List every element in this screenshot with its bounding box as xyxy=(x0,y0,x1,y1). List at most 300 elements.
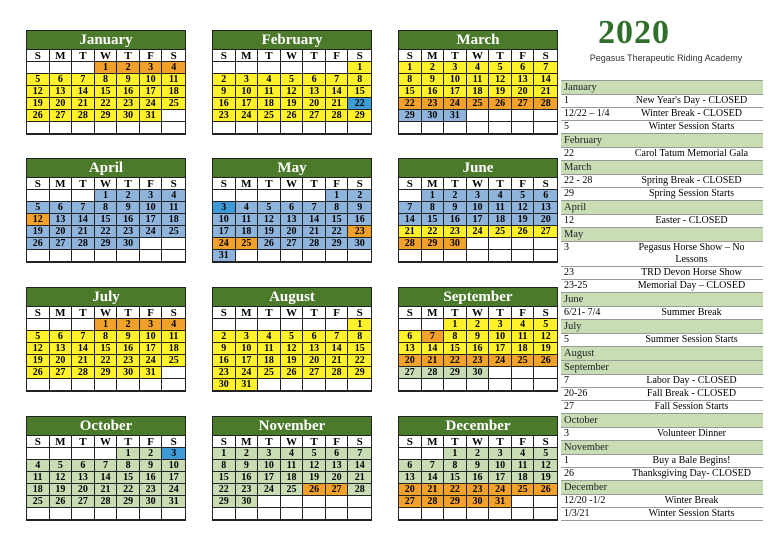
empty-cell xyxy=(95,250,118,262)
day-cell: 14 xyxy=(72,86,95,98)
empty-cell xyxy=(489,238,512,250)
event-name: Volunteer Dinner xyxy=(657,428,726,439)
event-row xyxy=(561,307,763,320)
day-cell: 4 xyxy=(236,202,259,214)
empty-cell xyxy=(534,110,557,122)
day-cell: 6 xyxy=(534,190,557,202)
day-cell: 24 xyxy=(162,484,185,496)
event-date: 1/3/21 xyxy=(564,508,590,519)
empty-cell xyxy=(326,250,349,262)
day-cell: 17 xyxy=(489,343,512,355)
day-cell: 5 xyxy=(512,190,535,202)
empty-cell xyxy=(236,62,259,74)
event-date: 1 xyxy=(564,95,569,106)
weekday-header: S xyxy=(213,436,236,448)
empty-cell xyxy=(534,379,557,391)
day-cell: 12 xyxy=(489,74,512,86)
event-name: New Year's Day - CLOSED xyxy=(635,95,748,106)
weekday-header: T xyxy=(303,50,326,62)
day-cell: 25 xyxy=(162,226,185,238)
empty-cell xyxy=(258,319,281,331)
event-row xyxy=(561,267,763,280)
empty-cell xyxy=(399,190,422,202)
day-cell: 16 xyxy=(348,214,371,226)
day-cell: 14 xyxy=(72,214,95,226)
empty-cell xyxy=(489,367,512,379)
day-cell: 8 xyxy=(348,74,371,86)
event-date: 3 xyxy=(564,242,569,253)
day-cell: 28 xyxy=(348,484,371,496)
event-month-header: November xyxy=(561,441,763,455)
weekday-header: T xyxy=(117,50,140,62)
empty-cell xyxy=(348,379,371,391)
day-cell: 21 xyxy=(422,355,445,367)
day-cell: 2 xyxy=(117,319,140,331)
day-cell: 15 xyxy=(444,343,467,355)
day-cell: 29 xyxy=(95,238,118,250)
day-cell: 18 xyxy=(27,484,50,496)
event-date: 12 xyxy=(564,215,574,226)
day-cell: 10 xyxy=(140,331,163,343)
event-name: Fall Break - CLOSED xyxy=(646,388,737,399)
day-cell: 17 xyxy=(236,355,259,367)
empty-cell xyxy=(444,122,467,134)
event-name: Winter Break - CLOSED xyxy=(641,108,742,119)
empty-cell xyxy=(162,110,185,122)
day-cell: 14 xyxy=(534,74,557,86)
day-cell: 25 xyxy=(258,367,281,379)
day-cell: 16 xyxy=(213,98,236,110)
day-cell: 28 xyxy=(422,367,445,379)
empty-cell xyxy=(236,508,259,520)
day-cell: 27 xyxy=(326,484,349,496)
empty-cell xyxy=(512,238,535,250)
empty-cell xyxy=(444,250,467,262)
event-date: 23 xyxy=(564,267,574,278)
empty-cell xyxy=(72,508,95,520)
empty-cell xyxy=(27,448,50,460)
empty-cell xyxy=(27,122,50,134)
day-cell: 5 xyxy=(50,460,73,472)
empty-cell xyxy=(140,122,163,134)
empty-cell xyxy=(303,379,326,391)
empty-cell xyxy=(348,496,371,508)
month-august xyxy=(212,287,372,392)
weekday-header: T xyxy=(117,178,140,190)
day-cell: 5 xyxy=(534,448,557,460)
day-cell: 5 xyxy=(27,202,50,214)
weekday-header: S xyxy=(162,50,185,62)
day-cell: 18 xyxy=(162,214,185,226)
day-cell: 20 xyxy=(512,86,535,98)
event-name: Memorial Day – CLOSED xyxy=(637,280,746,291)
day-cell: 29 xyxy=(95,367,118,379)
weekday-header: F xyxy=(326,307,349,319)
day-cell: 29 xyxy=(444,496,467,508)
day-cell: 3 xyxy=(140,62,163,74)
day-cell: 6 xyxy=(512,62,535,74)
day-cell: 8 xyxy=(213,460,236,472)
event-month-header: March xyxy=(561,161,763,175)
day-cell: 26 xyxy=(281,110,304,122)
weekday-header: T xyxy=(303,307,326,319)
day-cell: 3 xyxy=(140,190,163,202)
day-cell: 16 xyxy=(467,472,490,484)
empty-cell xyxy=(303,496,326,508)
day-cell: 8 xyxy=(95,202,118,214)
weekday-header: S xyxy=(534,436,557,448)
day-cell: 31 xyxy=(140,110,163,122)
event-row xyxy=(561,455,763,468)
day-cell: 31 xyxy=(213,250,236,262)
day-cell: 13 xyxy=(326,460,349,472)
day-cell: 25 xyxy=(512,484,535,496)
day-cell: 31 xyxy=(140,367,163,379)
event-name: Winter Session Starts xyxy=(648,121,735,132)
empty-cell xyxy=(95,508,118,520)
day-cell: 2 xyxy=(117,62,140,74)
day-cell: 1 xyxy=(95,319,118,331)
day-cell: 13 xyxy=(534,202,557,214)
day-cell: 29 xyxy=(95,110,118,122)
day-cell: 11 xyxy=(258,86,281,98)
day-cell: 15 xyxy=(95,214,118,226)
day-cell: 17 xyxy=(489,472,512,484)
empty-cell xyxy=(399,379,422,391)
empty-cell xyxy=(422,508,445,520)
empty-cell xyxy=(467,250,490,262)
empty-cell xyxy=(95,379,118,391)
day-cell: 27 xyxy=(512,98,535,110)
day-cell: 6 xyxy=(399,460,422,472)
empty-cell xyxy=(534,122,557,134)
day-cell: 4 xyxy=(512,448,535,460)
day-cell: 19 xyxy=(50,484,73,496)
weekday-header: F xyxy=(140,178,163,190)
day-cell: 9 xyxy=(213,343,236,355)
weekday-header: S xyxy=(348,436,371,448)
day-cell: 4 xyxy=(467,62,490,74)
event-month-header: August xyxy=(561,347,763,361)
day-cell: 18 xyxy=(281,472,304,484)
weekday-header: M xyxy=(422,307,445,319)
day-cell: 17 xyxy=(140,343,163,355)
day-cell: 13 xyxy=(303,86,326,98)
day-cell: 26 xyxy=(489,98,512,110)
empty-cell xyxy=(27,62,50,74)
day-cell: 27 xyxy=(399,367,422,379)
empty-cell xyxy=(399,319,422,331)
day-cell: 16 xyxy=(422,86,445,98)
day-cell: 9 xyxy=(467,331,490,343)
month-title: December xyxy=(399,417,557,436)
day-cell: 22 xyxy=(326,226,349,238)
empty-cell xyxy=(399,122,422,134)
weekday-header: S xyxy=(162,307,185,319)
empty-cell xyxy=(534,508,557,520)
event-month-header: February xyxy=(561,134,763,148)
day-cell: 18 xyxy=(512,343,535,355)
day-cell: 9 xyxy=(422,74,445,86)
day-cell: 21 xyxy=(72,98,95,110)
day-cell: 12 xyxy=(50,472,73,484)
weekday-header: W xyxy=(467,307,490,319)
empty-cell xyxy=(50,122,73,134)
event-name: Fall Session Starts xyxy=(654,401,729,412)
day-cell: 11 xyxy=(162,331,185,343)
day-cell: 28 xyxy=(303,238,326,250)
weekday-header: F xyxy=(326,50,349,62)
month-title: September xyxy=(399,288,557,307)
empty-cell xyxy=(27,379,50,391)
day-cell: 11 xyxy=(281,460,304,472)
month-january xyxy=(26,30,186,135)
day-cell: 23 xyxy=(348,226,371,238)
day-cell: 4 xyxy=(281,448,304,460)
day-cell: 23 xyxy=(140,484,163,496)
month-title: February xyxy=(213,31,371,50)
day-cell: 4 xyxy=(489,190,512,202)
day-cell: 24 xyxy=(258,484,281,496)
day-cell: 26 xyxy=(27,238,50,250)
event-month-header: October xyxy=(561,414,763,428)
day-cell: 3 xyxy=(162,448,185,460)
month-title: October xyxy=(27,417,185,436)
day-cell: 30 xyxy=(467,496,490,508)
empty-cell xyxy=(50,448,73,460)
day-cell: 1 xyxy=(117,448,140,460)
event-month-header: July xyxy=(561,320,763,334)
day-cell: 18 xyxy=(467,86,490,98)
event-name: Summer Break xyxy=(661,307,722,318)
empty-cell xyxy=(489,379,512,391)
day-cell: 3 xyxy=(213,202,236,214)
empty-cell xyxy=(467,379,490,391)
weekday-header: S xyxy=(27,178,50,190)
day-cell: 30 xyxy=(213,379,236,391)
empty-cell xyxy=(72,379,95,391)
day-cell: 12 xyxy=(27,86,50,98)
event-name: Pegasus Horse Show – No Lessons xyxy=(638,242,745,265)
day-cell: 1 xyxy=(444,319,467,331)
weekday-header: F xyxy=(512,436,535,448)
day-cell: 19 xyxy=(27,355,50,367)
weekday-header: T xyxy=(489,307,512,319)
day-cell: 28 xyxy=(422,496,445,508)
empty-cell xyxy=(258,190,281,202)
empty-cell xyxy=(348,508,371,520)
weekday-header: T xyxy=(117,307,140,319)
day-cell: 28 xyxy=(326,367,349,379)
empty-cell xyxy=(281,250,304,262)
day-cell: 28 xyxy=(326,110,349,122)
day-cell: 14 xyxy=(348,460,371,472)
day-cell: 7 xyxy=(303,202,326,214)
weekday-header: S xyxy=(399,178,422,190)
empty-cell xyxy=(303,122,326,134)
day-cell: 1 xyxy=(326,190,349,202)
weekday-header: W xyxy=(281,178,304,190)
day-cell: 1 xyxy=(444,448,467,460)
empty-cell xyxy=(512,379,535,391)
day-cell: 23 xyxy=(117,355,140,367)
day-cell: 25 xyxy=(281,484,304,496)
weekday-header: T xyxy=(258,436,281,448)
day-cell: 2 xyxy=(422,62,445,74)
day-cell: 27 xyxy=(303,367,326,379)
empty-cell xyxy=(72,122,95,134)
day-cell: 11 xyxy=(467,74,490,86)
empty-cell xyxy=(444,379,467,391)
day-cell: 2 xyxy=(236,448,259,460)
weekday-header: T xyxy=(258,178,281,190)
weekday-header: F xyxy=(326,436,349,448)
empty-cell xyxy=(512,367,535,379)
weekday-header: M xyxy=(422,436,445,448)
weekday-header: S xyxy=(348,50,371,62)
day-cell: 7 xyxy=(534,62,557,74)
day-cell: 26 xyxy=(512,226,535,238)
day-cell: 17 xyxy=(213,226,236,238)
day-cell: 13 xyxy=(399,343,422,355)
empty-cell xyxy=(444,508,467,520)
day-cell: 16 xyxy=(140,472,163,484)
empty-cell xyxy=(281,508,304,520)
day-cell: 31 xyxy=(444,110,467,122)
day-cell: 30 xyxy=(117,110,140,122)
day-cell: 6 xyxy=(72,460,95,472)
day-cell: 20 xyxy=(326,472,349,484)
day-cell: 15 xyxy=(348,86,371,98)
day-cell: 10 xyxy=(162,460,185,472)
day-cell: 26 xyxy=(534,355,557,367)
day-cell: 9 xyxy=(467,460,490,472)
month-title: January xyxy=(27,31,185,50)
day-cell: 23 xyxy=(213,367,236,379)
day-cell: 18 xyxy=(162,343,185,355)
event-date: 22 xyxy=(564,148,574,159)
day-cell: 7 xyxy=(422,331,445,343)
day-cell: 24 xyxy=(444,98,467,110)
weekday-header: W xyxy=(467,178,490,190)
day-cell: 14 xyxy=(326,86,349,98)
day-cell: 4 xyxy=(258,74,281,86)
event-month-header: April xyxy=(561,201,763,215)
day-cell: 1 xyxy=(348,62,371,74)
day-cell: 29 xyxy=(422,238,445,250)
day-cell: 19 xyxy=(281,98,304,110)
day-cell: 6 xyxy=(399,331,422,343)
events-list xyxy=(561,80,763,521)
day-cell: 19 xyxy=(303,472,326,484)
empty-cell xyxy=(140,379,163,391)
empty-cell xyxy=(303,508,326,520)
day-cell: 15 xyxy=(95,86,118,98)
day-cell: 20 xyxy=(399,484,422,496)
month-title: March xyxy=(399,31,557,50)
weekday-header: S xyxy=(162,436,185,448)
month-december xyxy=(398,416,558,521)
empty-cell xyxy=(258,379,281,391)
day-cell: 24 xyxy=(213,238,236,250)
day-cell: 1 xyxy=(399,62,422,74)
empty-cell xyxy=(512,496,535,508)
day-cell: 1 xyxy=(95,190,118,202)
event-name: TRD Devon Horse Show xyxy=(641,267,742,278)
day-cell: 23 xyxy=(117,226,140,238)
day-cell: 3 xyxy=(236,331,259,343)
empty-cell xyxy=(281,379,304,391)
day-cell: 22 xyxy=(95,355,118,367)
weekday-header: T xyxy=(489,178,512,190)
event-month-header: September xyxy=(561,361,763,375)
event-name: Winter Break xyxy=(664,495,719,506)
event-date: 5 xyxy=(564,121,569,132)
day-cell: 7 xyxy=(95,460,118,472)
empty-cell xyxy=(50,508,73,520)
day-cell: 8 xyxy=(399,74,422,86)
weekday-header: M xyxy=(422,178,445,190)
day-cell: 12 xyxy=(27,343,50,355)
empty-cell xyxy=(489,250,512,262)
day-cell: 21 xyxy=(534,86,557,98)
weekday-header: S xyxy=(534,178,557,190)
day-cell: 15 xyxy=(117,472,140,484)
day-cell: 20 xyxy=(303,355,326,367)
day-cell: 20 xyxy=(50,98,73,110)
day-cell: 25 xyxy=(489,226,512,238)
event-row xyxy=(561,334,763,347)
day-cell: 20 xyxy=(50,226,73,238)
weekday-header: W xyxy=(95,436,118,448)
day-cell: 10 xyxy=(140,202,163,214)
day-cell: 22 xyxy=(444,484,467,496)
day-cell: 6 xyxy=(326,448,349,460)
day-cell: 2 xyxy=(467,319,490,331)
event-row xyxy=(561,375,763,388)
day-cell: 16 xyxy=(444,214,467,226)
weekday-header: T xyxy=(444,50,467,62)
day-cell: 20 xyxy=(303,98,326,110)
empty-cell xyxy=(422,379,445,391)
weekday-header: S xyxy=(348,178,371,190)
day-cell: 29 xyxy=(326,238,349,250)
empty-cell xyxy=(534,496,557,508)
day-cell: 4 xyxy=(162,190,185,202)
weekday-header: W xyxy=(467,436,490,448)
day-cell: 18 xyxy=(258,355,281,367)
empty-cell xyxy=(326,319,349,331)
day-cell: 11 xyxy=(162,74,185,86)
day-cell: 16 xyxy=(117,343,140,355)
day-cell: 1 xyxy=(213,448,236,460)
month-july xyxy=(26,287,186,392)
day-cell: 13 xyxy=(50,86,73,98)
weekday-header: M xyxy=(236,436,259,448)
empty-cell xyxy=(117,250,140,262)
event-date: 7 xyxy=(564,375,569,386)
day-cell: 10 xyxy=(258,460,281,472)
empty-cell xyxy=(50,190,73,202)
empty-cell xyxy=(326,496,349,508)
day-cell: 27 xyxy=(50,238,73,250)
empty-cell xyxy=(95,122,118,134)
day-cell: 29 xyxy=(348,110,371,122)
empty-cell xyxy=(326,62,349,74)
weekday-header: S xyxy=(27,436,50,448)
day-cell: 4 xyxy=(27,460,50,472)
day-cell: 30 xyxy=(117,238,140,250)
